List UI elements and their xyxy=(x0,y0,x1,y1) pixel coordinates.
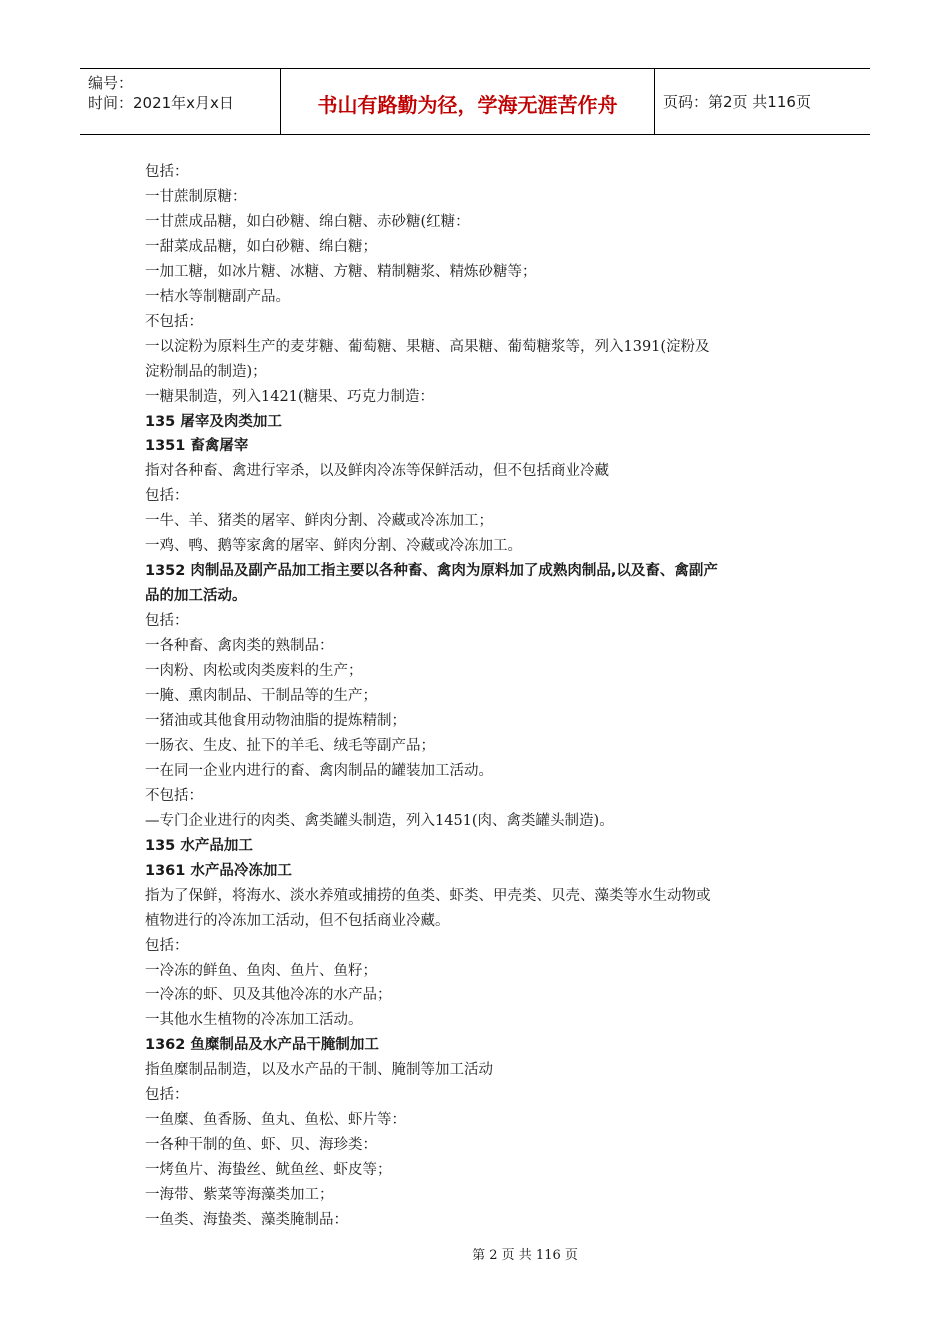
section-heading: 1352 肉制品及副产品加工指主要以各种畜、禽肉为原料加了成熟肉制品,以及畜、禽副产 xyxy=(145,563,718,580)
body-line: 一甘蔗制原糖： xyxy=(145,188,247,205)
document-body xyxy=(145,160,815,1233)
body-line: 一牛、羊、猪类的屠宰、鲜肉分割、冷藏或冷冻加工； xyxy=(145,513,493,530)
document-time-label: 时间：2021年x月x日 xyxy=(88,94,234,112)
body-line: 一甘蔗成品糖，如白砂糖、绵白糖、赤砂糖(红糖： xyxy=(145,213,470,230)
body-line: 一海带、紫菜等海藻类加工； xyxy=(145,1187,334,1204)
section-heading: 135 水产品加工 xyxy=(145,837,253,854)
body-line: 一加工糖，如冰片糖、冰糖、方糖、精制糖浆、精炼砂糖等； xyxy=(145,263,537,280)
body-line: 一糖果制造，列入1421(糖果、巧克力制造： xyxy=(145,388,435,405)
body-line: 指鱼糜制品制造，以及水产品的干制、腌制等加工活动 xyxy=(145,1062,493,1079)
body-line: 包括： xyxy=(145,937,189,954)
document-number-label: 编号： xyxy=(88,74,134,92)
body-line: 一冷冻的虾、贝及其他冷冻的水产品； xyxy=(145,987,392,1004)
body-line: 指对各种畜、禽进行宰杀，以及鲜肉冷冻等保鲜活动，但不包括商业冷藏 xyxy=(145,463,609,480)
body-line: 一肠衣、生皮、扯下的羊毛、绒毛等副产品； xyxy=(145,737,435,754)
body-line: 一肉粉、肉松或肉类废料的生产； xyxy=(145,663,363,680)
body-line: 一以淀粉为原料生产的麦芽糖、葡萄糖、果糖、高果糖、葡萄糖浆等，列入1391(淀粉及 xyxy=(145,338,710,355)
body-line: 不包括： xyxy=(145,787,203,804)
body-line: 包括： xyxy=(145,164,189,180)
section-heading: 1351 畜禽屠宰 xyxy=(145,438,249,455)
body-line: 一鸡、鸭、鹅等家禽的屠宰、鲜肉分割、冷藏或冷冻加工。 xyxy=(145,538,522,555)
body-line: 一猪油或其他食用动物油脂的提炼精制； xyxy=(145,712,406,729)
body-line: 一腌、熏肉制品、干制品等的生产； xyxy=(145,688,377,705)
body-line: 一各种畜、禽肉类的熟制品： xyxy=(145,638,334,655)
header-motto: 书山有路勤为径，学海无涯苦作舟 xyxy=(281,69,655,134)
body-line: 淀粉制品的制造)； xyxy=(145,363,267,380)
body-line: 一其他水生植物的冷冻加工活动。 xyxy=(145,1012,363,1029)
footer-page-number: 第 2 页 共 116 页 xyxy=(472,1248,578,1263)
body-line: 一各种干制的鱼、虾、贝、海珍类： xyxy=(145,1137,377,1154)
body-line: 一在同一企业内进行的畜、禽肉制品的罐装加工活动。 xyxy=(145,762,493,779)
section-heading: 1362 鱼糜制品及水产品干腌制加工 xyxy=(145,1037,379,1054)
body-line: 不包括： xyxy=(145,313,203,330)
body-line: 一甜菜成品糖，如白砂糖、绵白糖； xyxy=(145,238,377,255)
section-heading: 135 屠宰及肉类加工 xyxy=(145,413,282,430)
body-line: 一鱼糜、鱼香肠、鱼丸、鱼松、虾片等： xyxy=(145,1112,406,1129)
section-heading: 品的加工活动。 xyxy=(145,588,247,605)
body-line: 包括： xyxy=(145,613,189,630)
body-line: 一烤鱼片、海蛰丝、鱿鱼丝、虾皮等； xyxy=(145,1162,392,1179)
body-line: 一冷冻的鲜鱼、鱼肉、鱼片、鱼籽； xyxy=(145,962,377,979)
body-line: 植物进行的冷冻加工活动，但不包括商业冷藏。 xyxy=(145,912,450,929)
body-line: 指为了保鲜，将海水、淡水养殖或捕捞的鱼类、虾类、甲壳类、贝壳、藻类等水生动物或 xyxy=(145,887,711,904)
header-page-info: 页码：第2页 共116页 xyxy=(663,93,811,111)
body-line: 一桔水等制糖副产品。 xyxy=(145,288,290,305)
section-heading: 1361 水产品冷冻加工 xyxy=(145,862,292,879)
header-meta xyxy=(80,69,281,134)
body-line: 包括： xyxy=(145,1087,189,1104)
page-header xyxy=(80,68,870,135)
page-footer xyxy=(0,1244,950,1263)
body-line: 一鱼类、海蛰类、藻类腌制品： xyxy=(145,1212,348,1229)
body-line: —专门企业进行的肉类、禽类罐头制造，列入1451(肉、禽类罐头制造)。 xyxy=(145,812,614,829)
body-line: 包括： xyxy=(145,488,189,505)
